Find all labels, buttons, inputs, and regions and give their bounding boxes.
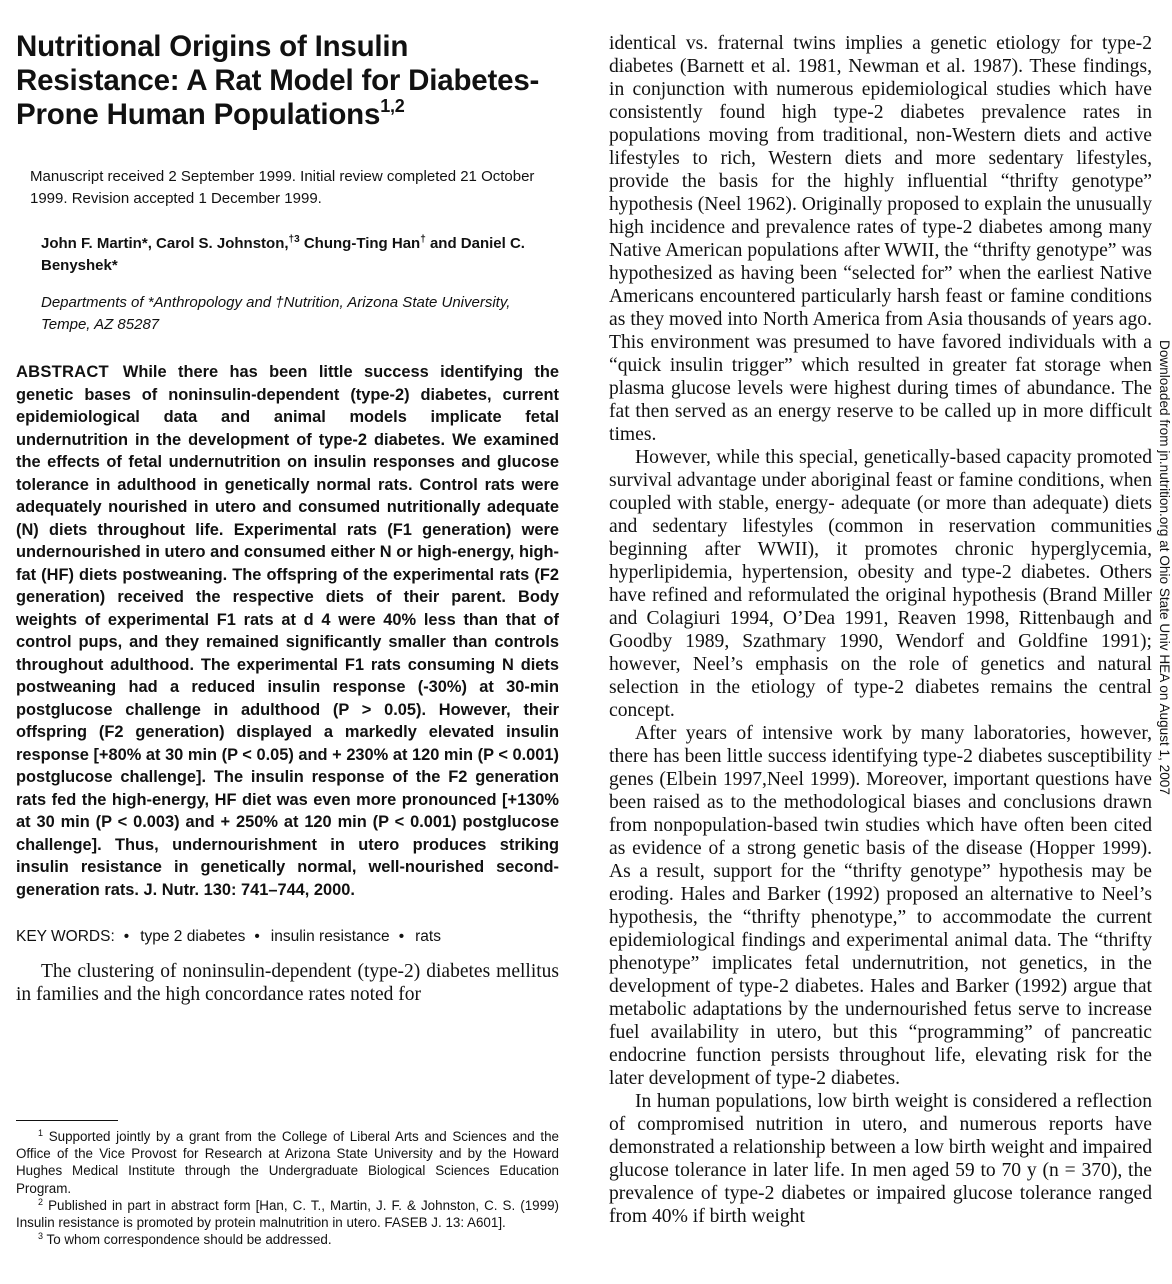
bullet-icon: • [254, 928, 260, 945]
author: Daniel C. Benyshek* [41, 235, 525, 274]
body-paragraph: However, while this special, genetically-based capacity promoted survival advantage under aboriginal feast or famine conditions, when coupled with stable, energy- adequate (or more than adequate) diets and sedentary lifestyles (common in reservation communities beginning after WWII), it promotes chronic hyperglycemia, hyperlipidemia, hypertension, obesity and type-2 diabetes. Others have refined and reformulated the original hypothesis (Brand Miller and Colagiuri 1994, O’Dea 1991, Reaven 1998, Rittenbaugh and Goodby 1989, Szathmary 1990, Wendorf and Goldfine 1991); however, Neel’s emphasis on the role of genetics and natural selection in the etiology of type-2 diabetes remains the central concept. [609, 447, 1152, 721]
footnotes [16, 1120, 559, 1248]
affiliation: Departments of *Anthropology and †Nutrition, Arizona State University, Tempe, AZ 85287 [41, 294, 511, 333]
author-list [16, 233, 559, 277]
author: Chung-Ting Han† and [303, 234, 461, 252]
bullet-icon: • [123, 928, 130, 945]
keywords-label: KEY WORDS: [16, 928, 115, 945]
title-footnote-marks: 1,2 [380, 96, 405, 116]
keyword: type 2 diabetes [140, 928, 246, 945]
intro-paragraph: The clustering of noninsulin-dependent (type-2) diabetes mellitus in families and the high concordance rates noted for [16, 961, 559, 1005]
body-paragraph: In human populations, low birth weight is considered a reflection of compromised nutrition in utero, and numerous reports have demonstrated a relationship between a low birth weight and impaired glucose tolerance in later life. In men aged 59 to 70 y (n = 370), the prevalence of type-2 diabetes or impaired glucose tolerance ranged from 40% if birth weight [609, 1091, 1152, 1227]
author: Carol S. Johnston,$^{\dagger 3}$ [156, 234, 300, 252]
body-paragraph: identical vs. fraternal twins implies a genetic etiology for type-2 diabetes (Barnett et al. 1981, Newman et al. 1987). These findings, in conjunction with numerous epidemiological studies which have consistently found high type-2 diabetes prevalence rates in populations moving from traditional, non-Western diets and active lifestyles to rich, Western diets and more sedentary lifestyles, provide the basis for the highly influential “thrifty genotype” hypothesis (Neel 1962). Originally proposed to explain the unusually high incidence and prevalence rates of type-2 diabetes among many Native American populations after WWII, the “thrifty genotype” was hypothesized as having been “selected for” when the earliest Native Americans encountered particularly harsh feast or famine conditions as they moved into North America from Asia thousands of years ago. This environment was presumed to have favored individuals with a “quick insulin trigger” which resulted in greater fat storage when plasma glucose levels were highest during times of abundance. The fat then served as an energy reserve to be called up in more difficult times. [609, 33, 1152, 445]
keyword: rats [415, 928, 441, 945]
left-column [16, 30, 559, 1006]
manuscript-dates: Manuscript received 2 September 1999. Initial review completed 21 October 1999. Revision accepted 1 December 1999. [30, 168, 535, 207]
footnote: $^2$ Published in part in abstract form [Han, C. T., Martin, J. F. & Johnston, C. S. (1999) Insulin resistance is promoted by protein malnutrition in utero. FASEB J. 13: A601]. [16, 1196, 559, 1231]
bullet-icon: • [398, 928, 405, 945]
abstract [16, 361, 559, 901]
article-title-text: Nutritional Origins of Insulin Resistance: A Rat Model for Diabetes-Prone Human Populations [16, 30, 540, 131]
right-column [609, 32, 1152, 1228]
abstract-label: ABSTRACT [16, 362, 109, 381]
footnote: $^3$ To whom correspondence should be addressed. [38, 1231, 332, 1248]
keywords [16, 926, 559, 948]
body-paragraph: After years of intensive work by many laboratories, however, there has been little success identifying type-2 diabetes susceptibility genes (Elbein 1997,Neel 1999). Moreover, important questions have been raised as to the methodological biases and conclusions drawn from nonpopulation-based twin studies which have often been cited as evidence of a strong genetic basis of the disease (Hopper 1999). As a result, support for the “thrifty genotype” hypothesis may be eroding. Hales and Barker (1992) proposed an alternative to Neel’s hypothesis, the “thrifty phenotype,” to accommodate the current epidemiological findings and experimental animal data. The “thrifty phenotype” implicates fetal undernutrition, not genetics, in the development of type-2 diabetes. Hales and Barker (1992) argue that metabolic adaptations by the undernourished fetus serve to increase fuel availability in utero, but this “programming” of pancreatic endocrine function persists throughout life, elevating risk for the later development of type-2 diabetes. [609, 723, 1152, 1089]
author: John F. Martin*, [41, 235, 157, 252]
download-watermark [1158, 340, 1172, 940]
keyword: insulin resistance [270, 928, 390, 945]
download-notice: Downloaded from jn.nutrition.org at Ohio State Univ HEA on August 1, 2007 [1157, 340, 1172, 795]
abstract-text: While there has been little success identifying the genetic bases of noninsulin-dependent (type-2) diabetes, current epidemiological data and animal models implicate fetal undernutrition in the development of type-2 diabetes. We examined the effects of fetal undernutrition on insulin responses and glucose tolerance in adulthood in genetically normal rats. Control rats were adequately nourished in utero and consumed nutritionally adequate (N) diets throughout life. Experimental rats (F1 generation) were undernourished in utero and consumed either N or high-energy, high-fat (HF) diets postweaning. The offspring of the experimental rats (F2 generation) received the respective diets of their parent. Body weights of experimental F1 rats at d 4 were 40% less than that of control pups, and they remained significantly smaller than controls throughout adulthood. The experimental F1 rats consuming N diets postweaning had a reduced insulin response (-30%) at 30-min postglucose challenge in adulthood (P > 0.05). However, their offspring (F2 generation) displayed a markedly elevated insulin response [+80% at 30 min (P < 0.05) and + 230% at 120 min (P < 0.001) postglucose challenge]. The insulin response of the F2 generation rats fed the high-energy, HF diet was even more pronounced [+130% at 30 min (P < 0.003) and + 250% at 120 min (P < 0.001) postglucose challenge]. Thus, undernourishment in utero produces striking insulin resistance in genetically normal, well-nourished second-generation rats. J. Nutr. 130: 741–744, 2000. [16, 363, 559, 899]
article-title [16, 30, 559, 132]
footnote-divider [16, 1120, 118, 1121]
footnote: $^1$ Supported jointly by a grant from the College of Liberal Arts and Sciences and the Office of the Vice Provost for Research at Arizona State University and by the Howard Hughes Medical Institute through the Undergraduate Biological Sciences Education Program. [16, 1128, 559, 1196]
